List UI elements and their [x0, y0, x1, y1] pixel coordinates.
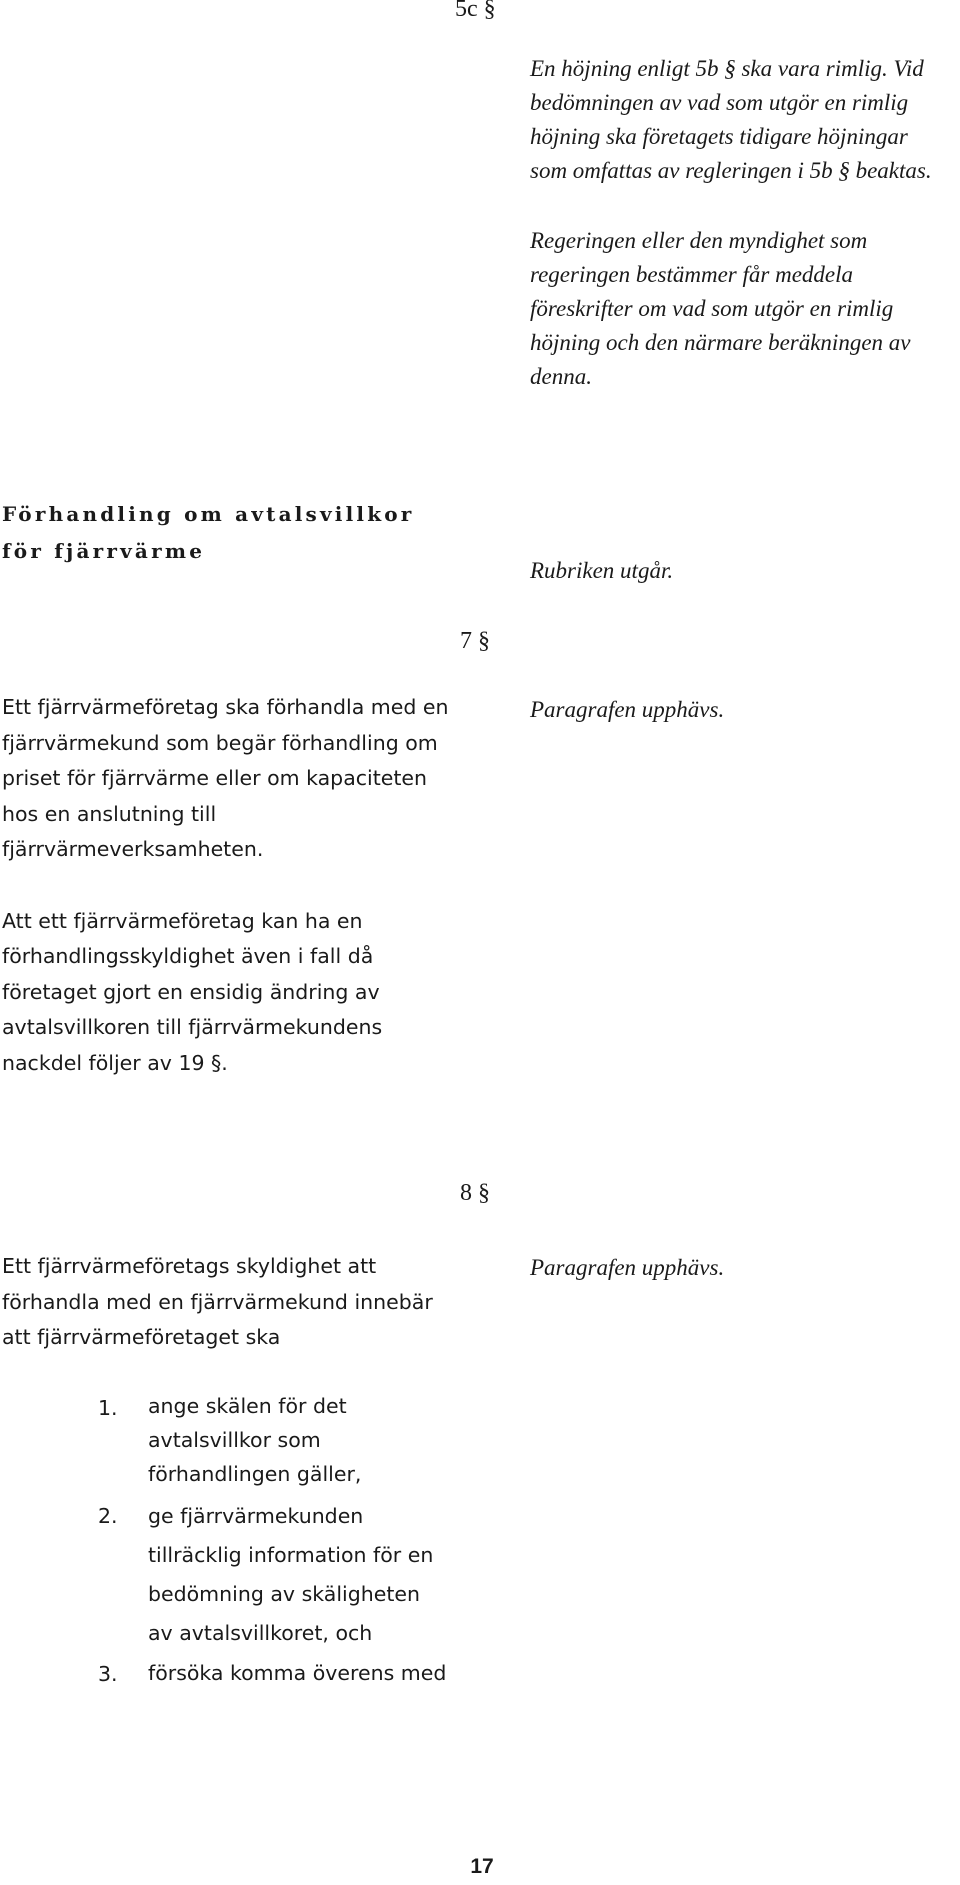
page-number: 17 [470, 1855, 494, 1878]
section-7-proposed: Paragrafen upphävs. [530, 697, 725, 722]
section-8-list [90, 1389, 450, 1691]
section-5c-paragraph-2: Regeringen eller den myndighet som regeringen bestämmer får meddela föreskrifter om vad som utgör en rimlig höjning och den närmare beräkningen av denna. [530, 228, 911, 389]
section-7-paragraph-2: Att ett fjärrvärmeföretag kan ha en förhandlingsskyldighet även i fall då företaget gjort en ensidig ändring av avtalsvillkoren till fjärrvärmekundens nackdel följer av 19 §. [2, 908, 383, 1075]
list-item-number: 2. [98, 1504, 118, 1528]
list-item-text: ange skälen för det avtalsvillkor som förhandlingen gäller, [148, 1394, 362, 1486]
section-5c-text [530, 52, 940, 394]
heading-line-1: Förhandling om avtalsvillkor [2, 502, 415, 526]
section-mark-8: 8 § [460, 1180, 490, 1206]
list-item-text: försöka komma överens med [148, 1661, 447, 1685]
list-item-number: 1. [98, 1396, 118, 1420]
section-mark-5c: 5c § [455, 0, 496, 22]
list-item-text: ge fjärrvärmekunden tillräcklig information för en bedömning av skäligheten av avtalsvillkoret, och [148, 1504, 434, 1645]
section-8-proposed: Paragrafen upphävs. [530, 1255, 725, 1280]
section-heading [2, 496, 502, 570]
list-item [90, 1655, 450, 1691]
heading-line-2: för fjärrvärme [2, 539, 206, 563]
section-5c-paragraph-1: En höjning enligt 5b § ska vara rimlig. Vid bedömningen av vad som utgör en rimlig höjning ska företagets tidigare höjningar som omfattas av regleringen i 5b § beaktas. [530, 56, 932, 183]
list-item [90, 1497, 450, 1653]
list-item-number: 3. [98, 1662, 118, 1686]
section-8-intro: Ett fjärrvärmeföretags skyldighet att förhandla med en fjärrvärmekund innebär att fjärrvärmeföretaget ska [2, 1254, 433, 1349]
section-mark-7: 7 § [460, 628, 490, 654]
section-7-current [2, 690, 462, 1081]
heading-proposed: Rubriken utgår. [530, 558, 674, 583]
list-item [90, 1389, 450, 1491]
section-7-paragraph-1: Ett fjärrvärmeföretag ska förhandla med en fjärrvärmekund som begär förhandling om priset för fjärrvärme eller om kapaciteten hos en anslutning till fjärrvärmeverksamheten. [2, 695, 449, 861]
